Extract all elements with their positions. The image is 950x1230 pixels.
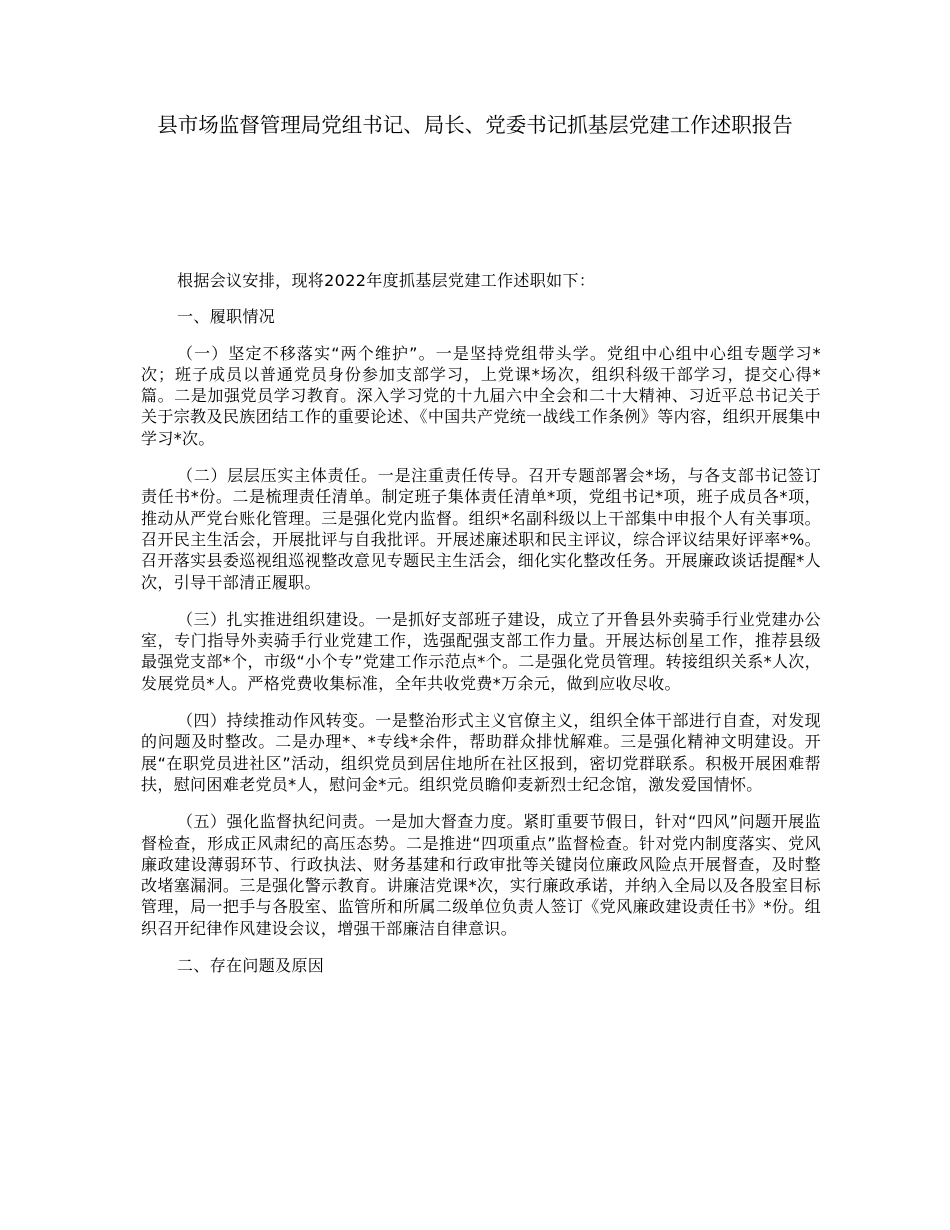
- body-paragraph: （二）层层压实主体责任。一是注重责任传导。召开专题部署会*场，与各支部书记签订责任书*份。二是梳理责任清单。制定班子集体责任清单*项，党组书记*项，班子成员各*项，推动从严党台账化管理。三是强化党内监督。组织*名副科级以上干部集中申报个人有关事项。召开民主生活会，开展批评与自我批评。开展述廉述职和民主评议，综合评议结果好评率*%。召开落实县委巡视组巡视整改意见专题民主生活会，细化实化整改任务。开展廉政谈话提醒*人次，引导干部清正履职。: [141, 466, 821, 592]
- body-paragraph: （一）坚定不移落实“两个维护”。一是坚持党组带头学。党组中心组中心组专题学习*次；班子成员以普通党员身份参加支部学习，上党课*场次，组织科级干部学习，提交心得*篇。二是加强党员学习教育。深入学习党的十九届六中全会和二十大精神、习近平总书记关于关于宗教及民族团结工作的重要论述、《中国共产党统一战线工作条例》等内容，组织开展集中学习*次。: [141, 343, 821, 448]
- section-heading-problems: 二、存在问题及原因: [177, 956, 325, 976]
- body-paragraph: （五）强化监督执纪问责。一是加大督查力度。紧盯重要节假日，针对“四风”问题开展监督检查，形成正风肃纪的高压态势。二是推进“四项重点”监督检查。针对党内制度落实、党风廉政建设薄弱环节、行政执法、财务基建和行政审批等关键岗位廉政风险点开展督查，及时整改堵塞漏洞。三是强化警示教育。讲廉洁党课*次，实行廉政承诺，并纳入全局以及各股室目标管理，局一把手与各股室、监管所和所属二级单位负责人签订《党风廉政建设责任书》*份。组织召开纪律作风建设会议，增强干部廉洁自律意识。: [141, 812, 821, 938]
- intro-paragraph: 根据会议安排，现将2022年度抓基层党建工作述职如下：: [177, 271, 596, 290]
- document-title: 县市场监督管理局党组书记、局长、党委书记抓基层党建工作述职报告: [157, 113, 793, 137]
- document-body: [141, 270, 821, 991]
- body-paragraph: （三）扎实推进组织建设。一是抓好支部班子建设，成立了开鲁县外卖骑手行业党建办公室，专门指导外卖骑手行业党建工作，选强配强支部工作力量。开展达标创星工作，推荐县级最强党支部*个，市级“小个专”党建工作示范点*个。二是强化党员管理。转接组织关系*人次，发展党员*人。严格党费收集标准，全年共收党费*万余元，做到应收尽收。: [141, 609, 821, 693]
- section-heading-performance: 一、履职情况: [177, 307, 276, 327]
- body-paragraph: （四）持续推动作风转变。一是整治形式主义官僚主义，组织全体干部进行自查，对发现的问题及时整改。二是办理*、*专线*余件，帮助群众排忧解难。三是强化精神文明建设。开展“在职党员进社区”活动，组织党员到居住地所在社区报到，密切党群联系。积极开展困难帮扶，慰问困难老党员*人，慰问金*元。组织党员瞻仰麦新烈士纪念馆，激发爱国情怀。: [141, 711, 821, 794]
